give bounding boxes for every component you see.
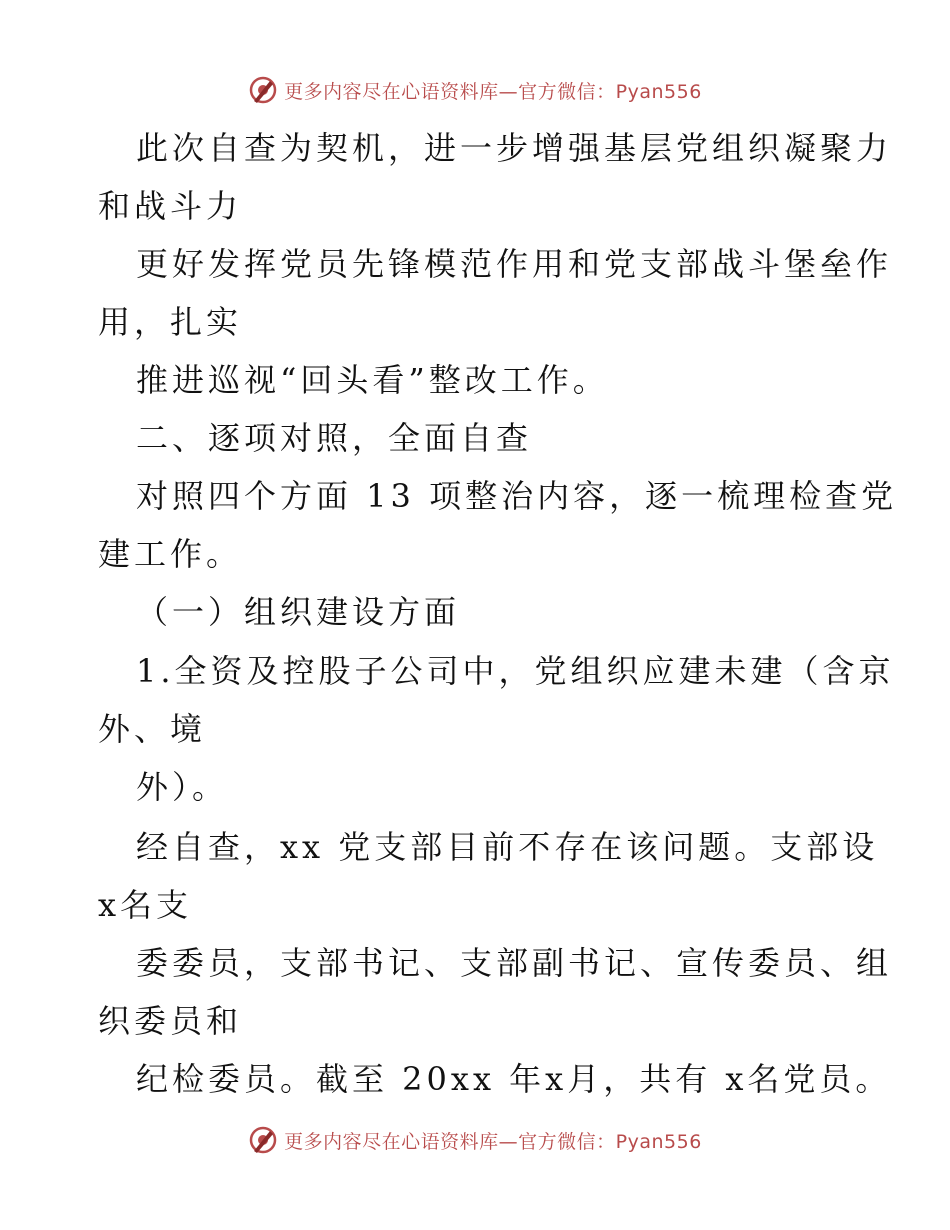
paragraph-line: 此次自查为契机，进一步增强基层党组织凝聚力 <box>136 129 893 167</box>
pen-logo-icon <box>248 75 278 105</box>
watermark-text: 更多内容尽在心语资料库—官方微信：Pyan556 <box>284 1130 702 1153</box>
paragraph-line: 经自查，xx 党支部目前不存在该问题。支部设 <box>136 828 879 866</box>
paragraph-line: 用，扎实 <box>98 303 243 341</box>
paragraph-line: 外、境 <box>98 710 207 748</box>
paragraph-line: 1.全资及控股子公司中，党组织应建未建（含京 <box>136 652 895 690</box>
paragraph-line: x名支 <box>98 886 193 924</box>
paragraph-line: 建工作。 <box>98 535 243 573</box>
paragraph-line: 对照四个方面 13 项整治内容，逐一梳理检查党 <box>136 477 898 515</box>
paragraph-line: 织委员和 <box>98 1002 243 1040</box>
paragraph-line: 纪检委员。截至 20xx 年x月，共有 x名党员。 <box>136 1060 892 1098</box>
section-heading: 二、逐项对照，全面自查 <box>136 419 533 457</box>
paragraph-line: 推进巡视“回头看”整改工作。 <box>136 361 609 399</box>
paragraph-line: 更好发挥党员先锋模范作用和党支部战斗堡垒作 <box>136 245 893 283</box>
pen-logo-icon <box>248 1125 278 1155</box>
paragraph-line: 和战斗力 <box>98 187 243 225</box>
watermark-text: 更多内容尽在心语资料库—官方微信：Pyan556 <box>284 80 702 103</box>
subsection-heading: （一）组织建设方面 <box>136 593 461 631</box>
header-watermark-banner <box>0 70 950 110</box>
paragraph-line: 外）。 <box>136 768 229 806</box>
paragraph-line: 委委员，支部书记、支部副书记、宣传委员、组 <box>136 944 893 982</box>
footer-watermark-banner <box>0 1120 950 1160</box>
